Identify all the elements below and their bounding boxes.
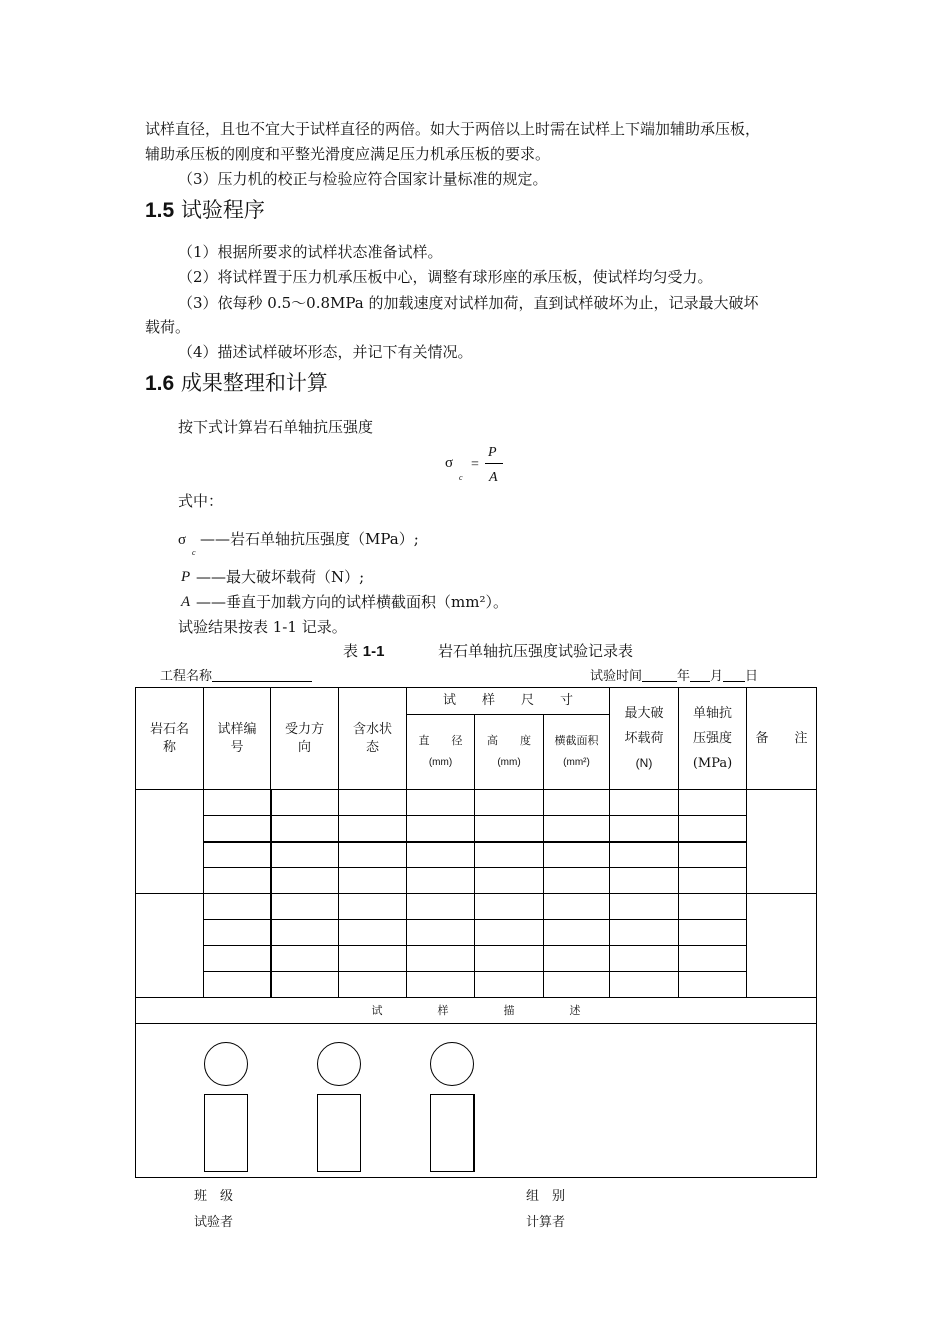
- header-max-load: 最大破坏载荷 (N): [610, 688, 679, 790]
- def-p-text: ——最大破坏载荷（N）;: [196, 568, 365, 586]
- caption-title: 岩石单轴抗压强度试验记录表: [438, 642, 634, 660]
- section-number: 1.6: [145, 372, 175, 395]
- step-4: （4）描述试样破坏形态，并记下有关情况。: [178, 343, 473, 361]
- section-title: 试验程序: [180, 198, 265, 222]
- table-row: [136, 790, 817, 816]
- test-date-field: [590, 667, 758, 687]
- sample-sketch-circle: [204, 1042, 248, 1086]
- tester-label: 试验者: [194, 1215, 234, 1230]
- def-sigma-symbol: σ: [178, 532, 187, 548]
- table-row: [136, 920, 817, 946]
- intro-line-3: （3）压力机的校正与检验应符合国家计量标准的规定。: [178, 170, 548, 188]
- header-sample-no: 试样编号: [204, 688, 271, 790]
- sample-sketch-rect: [430, 1094, 475, 1172]
- header-water-state: 含水状态: [339, 688, 407, 790]
- test-time-label: 试验时间: [590, 669, 643, 684]
- formula-sigma: σ: [445, 455, 454, 471]
- table-row: [136, 816, 817, 842]
- formula-lead: 按下式计算岩石单轴抗压强度: [178, 418, 374, 436]
- def-sigma-sub: c: [192, 548, 196, 557]
- section-1-5-heading: [145, 197, 265, 224]
- table-row: [136, 842, 817, 868]
- fraction-line: [485, 463, 503, 464]
- sample-sketch-circle: [430, 1042, 474, 1086]
- group-label: 组 别: [526, 1189, 566, 1204]
- def-a-text: ——垂直于加载方向的试样横截面积（mm²）。: [196, 593, 508, 611]
- step-2: （2）将试样置于压力机承压板中心，调整有球形座的承压板，使试样均匀受力。: [178, 268, 713, 286]
- header-area: 横截面积 (mm²): [544, 715, 610, 790]
- table-row: [136, 894, 817, 920]
- rock-name-cell: [136, 790, 204, 894]
- header-remark: 备 注: [747, 688, 817, 790]
- section-1-6-heading: [145, 370, 328, 397]
- result-note: 试验结果按表 1-1 记录。: [178, 618, 347, 636]
- calculator-label: 计算者: [526, 1215, 566, 1230]
- sample-sketch-circle: [317, 1042, 361, 1086]
- formula-sub: c: [459, 473, 463, 482]
- table-row: [136, 972, 817, 998]
- day-label: 日: [745, 669, 759, 684]
- section-number: 1.5: [145, 199, 175, 222]
- def-p-symbol: P: [181, 569, 191, 585]
- where-label: 式中：: [178, 492, 224, 510]
- header-rock-name: 岩石名称: [136, 688, 204, 790]
- section-title: 成果整理和计算: [180, 371, 328, 395]
- table-caption: [343, 641, 633, 662]
- formula-eq: =: [471, 457, 479, 472]
- sample-sketch-rect: [204, 1094, 248, 1172]
- header-height: 高 度 (mm): [475, 715, 544, 790]
- header-diameter: 直 径 (mm): [407, 715, 475, 790]
- sample-description-header: 试 样 描 述: [136, 998, 817, 1024]
- header-load-direction: 受力方向: [271, 688, 339, 790]
- caption-prefix: 表: [343, 642, 363, 660]
- caption-number: 1-1: [362, 643, 385, 660]
- rock-name-cell: [136, 894, 204, 998]
- header-sample-size: 试 样 尺 寸: [407, 688, 610, 715]
- def-sigma-text: ——岩石单轴抗压强度（MPa）;: [200, 530, 419, 548]
- intro-line-2: 辅助承压板的刚度和平整光滑度应满足压力机承压板的要求。: [145, 145, 551, 163]
- table-row: [136, 868, 817, 894]
- year-label: 年: [677, 669, 691, 684]
- formula-denominator: A: [489, 470, 498, 485]
- project-name-label: 工程名称: [160, 669, 213, 684]
- step-1: （1）根据所要求的试样状态准备试样。: [178, 243, 443, 261]
- def-a-symbol: A: [181, 594, 191, 610]
- intro-line-1: 试样直径，且也不宜大于试样直径的两倍。如大于两倍以上时需在试样上下端加辅助承压板，: [145, 120, 761, 138]
- step-3: （3）依每秒 0.5～0.8MPa 的加载速度对试样加荷，直到试样破坏为止，记录最大破坏: [178, 294, 759, 312]
- month-label: 月: [710, 669, 724, 684]
- sample-sketch-rect: [317, 1094, 361, 1172]
- class-label: 班 级: [194, 1189, 234, 1204]
- step-3-cont: 载荷。: [145, 318, 191, 336]
- formula-numerator: P: [488, 445, 497, 460]
- table-row: [136, 946, 817, 972]
- header-ucs: 单轴抗压强度(MPa): [679, 688, 747, 790]
- project-name-field: [160, 667, 312, 687]
